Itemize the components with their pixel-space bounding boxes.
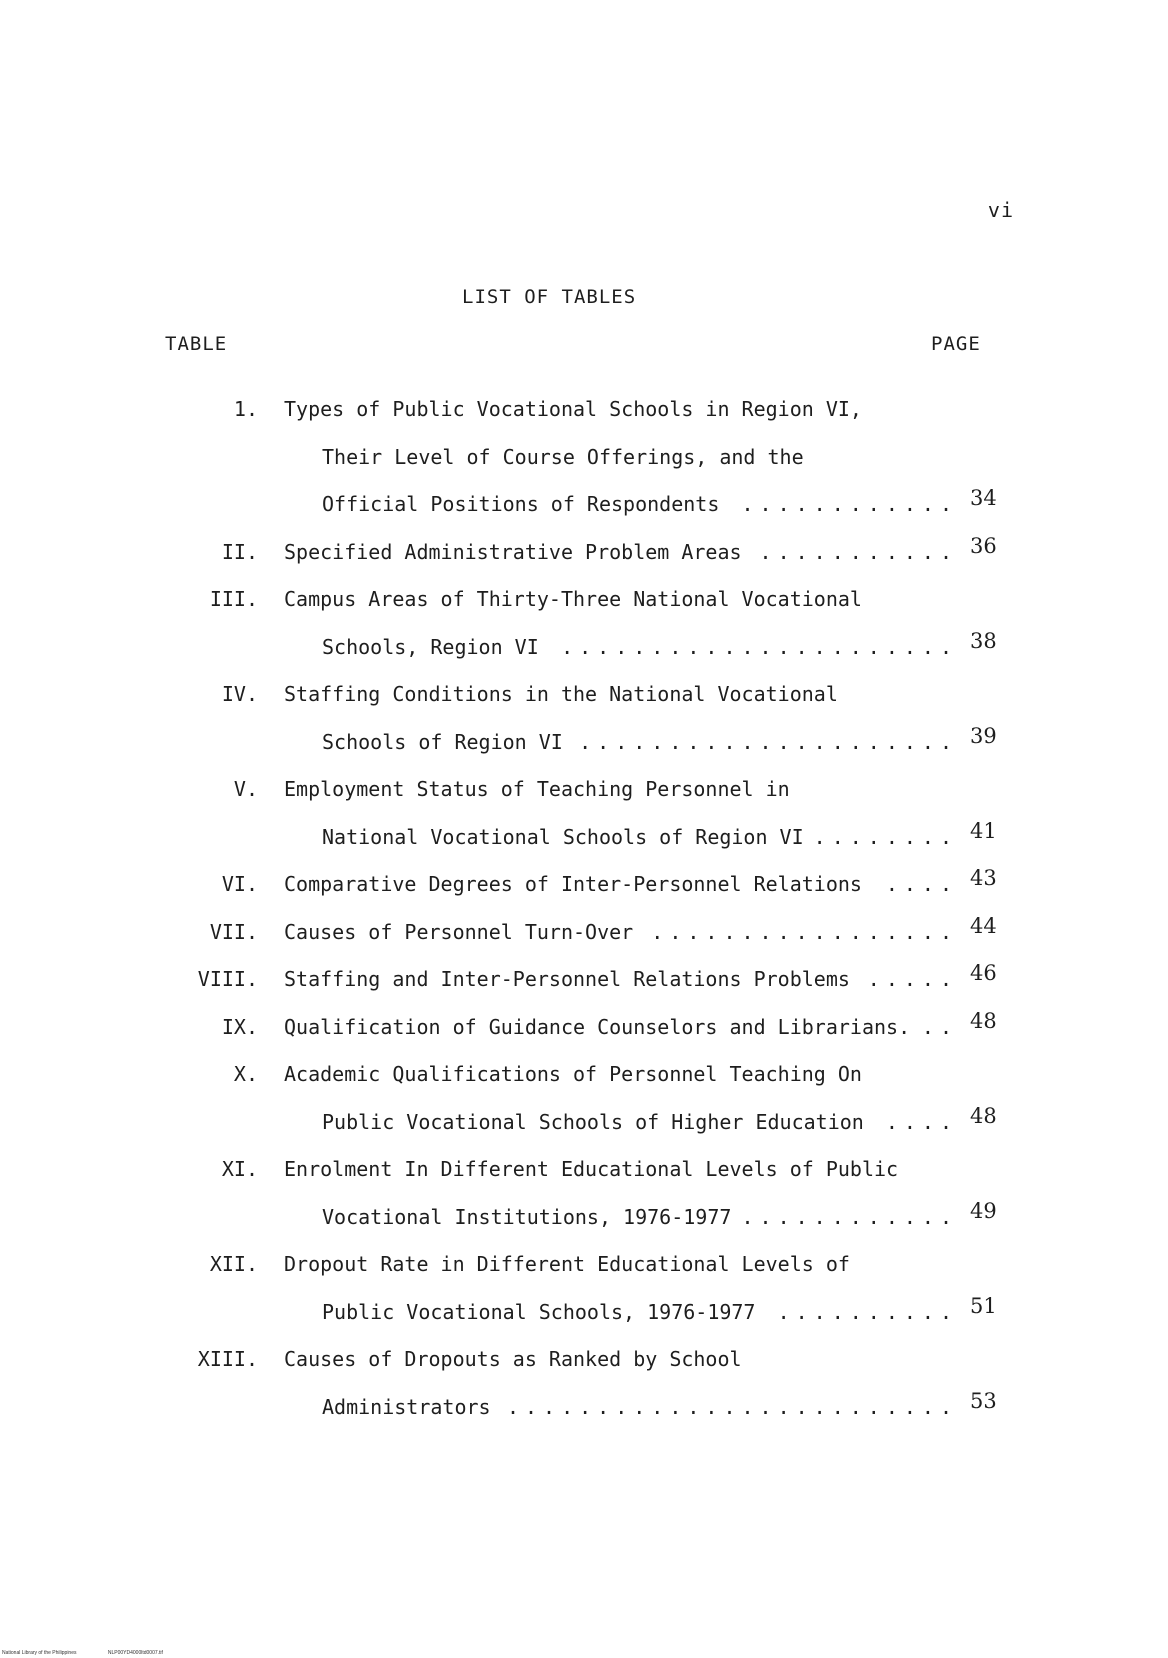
table-title-text: Public Vocational Schools, 1976-1977 [322, 1299, 756, 1324]
table-number: II. [221, 539, 258, 564]
table-title-text: Qualification of Guidance Counselors and Librarians. [284, 1014, 911, 1039]
table-title-text: Causes of Dropouts as Ranked by School [284, 1347, 742, 1371]
dot-leader: ............ [741, 493, 958, 515]
page-reference: 41 [970, 818, 997, 843]
entry-line [0, 1293, 1168, 1349]
list-item [0, 588, 1168, 683]
table-title-text: Staffing and Inter-Personnel Relations Problems [284, 967, 850, 991]
list-item [0, 1158, 1168, 1253]
dot-leader: .... [885, 1110, 958, 1133]
list-item [0, 1253, 1168, 1348]
page-reference: 49 [970, 1198, 997, 1223]
page-reference: 48 [970, 1008, 997, 1033]
table-title-text: Campus Areas of Thirty-Three National Vocational [284, 587, 862, 611]
dot-leader: ......................... [506, 1395, 958, 1418]
table-title-text: Administrators [322, 1394, 491, 1419]
table-title-text: Public Vocational Schools of Higher Education [322, 1109, 864, 1134]
entry-line [0, 628, 1168, 684]
page-reference: 44 [970, 913, 997, 938]
entry-line [0, 1103, 1168, 1159]
page-reference: 38 [970, 628, 997, 653]
page-reference: 48 [970, 1103, 997, 1128]
page-reference: 43 [970, 866, 997, 890]
entry-line [0, 1388, 1168, 1444]
table-number: VI. [221, 872, 258, 896]
dot-leader: ........ [813, 825, 958, 848]
dot-leader: .... [885, 873, 958, 895]
table-title-text: Causes of Personnel Turn-Over [284, 919, 634, 944]
list-item [0, 533, 1168, 589]
entry-line [0, 398, 1168, 446]
list-item [0, 778, 1168, 873]
entry-line [0, 723, 1168, 779]
table-number: X. [233, 1062, 258, 1086]
table-title-text: Academic Qualifications of Personnel Teaching On [284, 1062, 862, 1086]
table-title-text: Vocational Institutions, 1976-1977 [322, 1204, 732, 1229]
table-title-text: Comparative Degrees of Inter-Personnel Relations [284, 872, 862, 896]
page-reference: 51 [970, 1293, 997, 1318]
dot-leader: ...................... [561, 635, 958, 658]
dot-leader: .......... [777, 1300, 958, 1323]
table-title-text: Types of Public Vocational Schools in Region VI, [284, 397, 862, 421]
list-item [0, 1348, 1168, 1443]
page-reference: 46 [970, 961, 997, 985]
list-item [0, 1008, 1168, 1064]
entry-line [0, 1198, 1168, 1254]
page-reference: 36 [970, 533, 997, 558]
table-title-text: National Vocational Schools of Region VI [322, 824, 804, 849]
footer-library: National Library of the Philippines [2, 1650, 77, 1656]
table-number: VII. [209, 919, 258, 944]
table-number: IX. [221, 1014, 258, 1039]
table-number: XII. [209, 1252, 258, 1276]
table-title-text: Enrolment In Different Educational Levels of Public [284, 1157, 899, 1181]
table-number: V. [233, 777, 258, 801]
footer-file: NLP00YD4000ltd0007.tif [107, 1650, 163, 1656]
table-of-contents-list [0, 398, 1168, 1443]
table-title-text: Employment Status of Teaching Personnel in [284, 777, 790, 801]
page-number: vi [987, 198, 1014, 222]
table-title-text: Official Positions of Respondents [322, 492, 720, 516]
list-title: LIST OF TABLES [462, 286, 637, 308]
footer [2, 1650, 193, 1656]
table-title-text: Their Level of Course Offerings, and the [322, 444, 804, 469]
table-title-text: Staffing Conditions in the National Vocational [284, 682, 838, 706]
list-item [0, 398, 1168, 541]
table-number: VIII. [197, 967, 258, 991]
list-item [0, 683, 1168, 778]
dot-leader: ..................... [579, 730, 958, 753]
table-title-text: Schools of Region VI [322, 729, 563, 754]
table-number: IV. [221, 682, 258, 706]
table-title-text: Dropout Rate in Different Educational Levels of [284, 1252, 850, 1276]
entry-line [0, 1008, 1168, 1064]
page-reference: 34 [970, 486, 997, 510]
page-reference: 39 [970, 723, 997, 748]
column-header-page: PAGE [931, 333, 981, 355]
dot-leader: .. [921, 1015, 958, 1038]
page-reference: 53 [970, 1388, 997, 1413]
dot-leader: ............ [741, 1205, 958, 1228]
dot-leader: ........... [759, 540, 958, 563]
table-title-text: Specified Administrative Problem Areas [284, 539, 742, 564]
table-number: XI. [221, 1157, 258, 1181]
table-number: XIII. [197, 1347, 258, 1371]
table-number: 1. [233, 397, 258, 421]
dot-leader: ................. [651, 920, 958, 943]
column-header-table: TABLE [165, 333, 228, 355]
entry-line [0, 533, 1168, 589]
table-number: III. [209, 587, 258, 611]
dot-leader: ..... [867, 968, 958, 990]
list-item [0, 1063, 1168, 1158]
table-title-text: Schools, Region VI [322, 634, 539, 659]
